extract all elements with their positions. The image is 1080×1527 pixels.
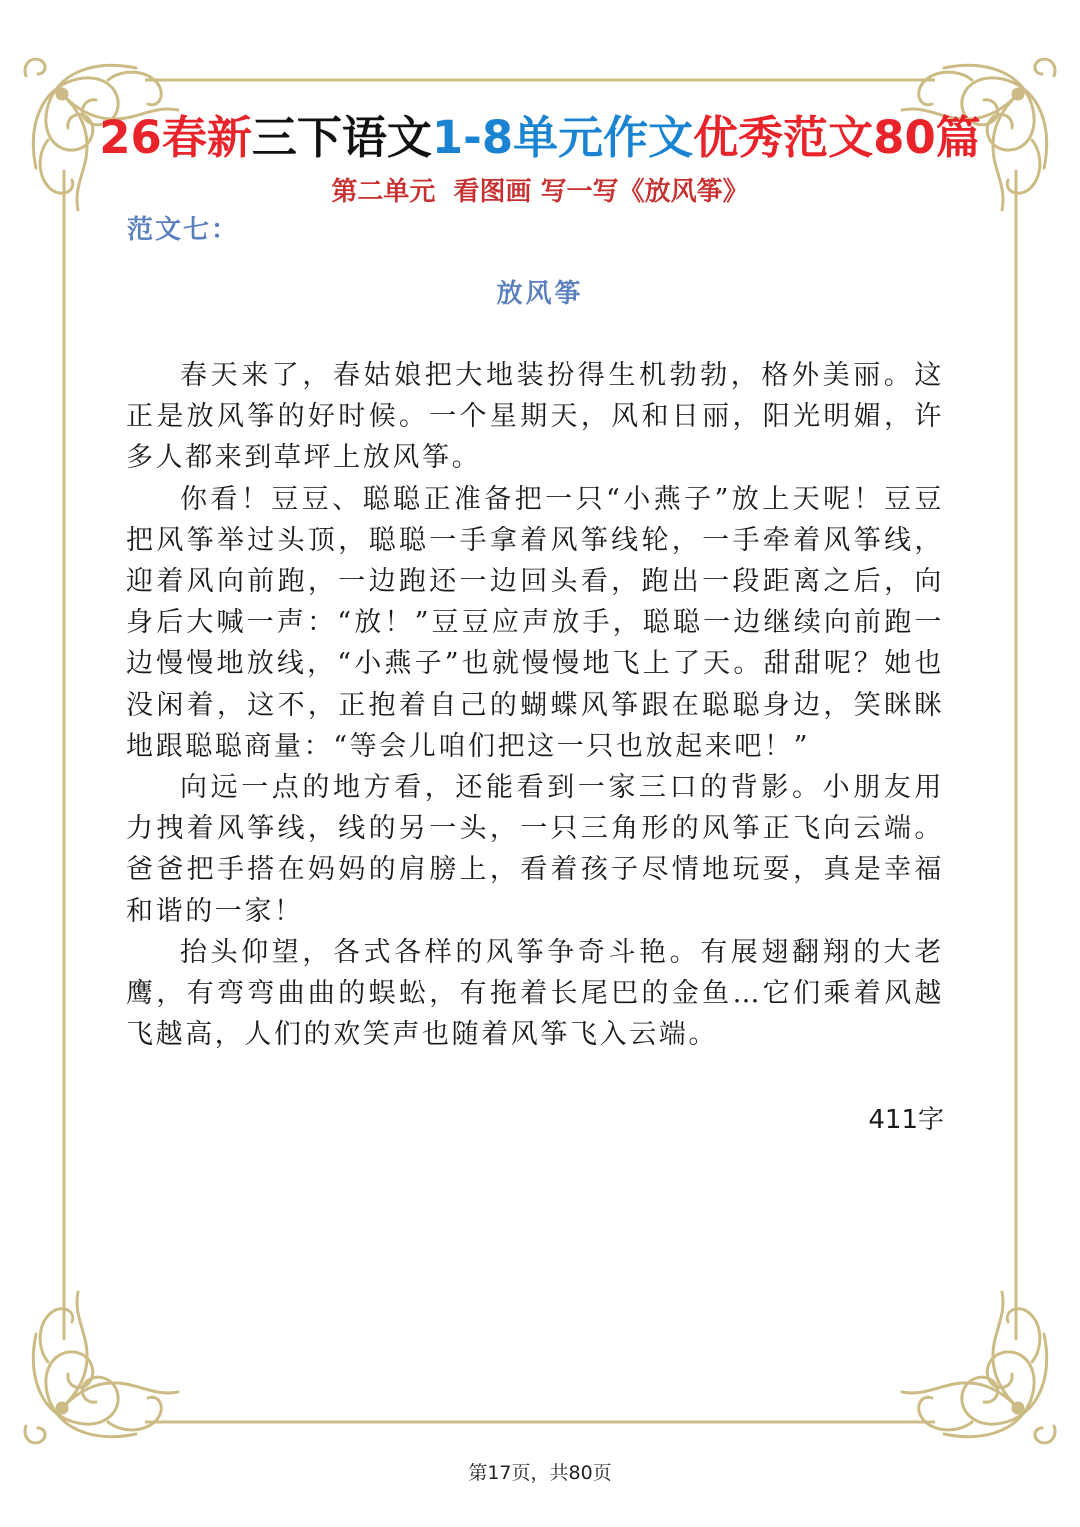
paragraph: 春天来了，春姑娘把大地装扮得生机勃勃，格外美丽。这正是放风筝的好时候。一个星期天，风和日丽，阳光明媚，许多人都来到草坪上放风筝。 bbox=[126, 360, 944, 474]
essay-title: 放风筝 bbox=[496, 279, 584, 309]
ornament-icon-bottom-left bbox=[25, 1292, 178, 1443]
unit-subtitle: 第二单元 看图画 写一写《放风筝》 bbox=[331, 177, 749, 207]
essay-body bbox=[126, 355, 944, 1055]
title-part-2: 三下语文 bbox=[251, 111, 432, 164]
page-number: 第17页，共80页 bbox=[468, 1462, 612, 1484]
title-part-1: 26春新 bbox=[99, 111, 252, 164]
word-count: 411字 bbox=[868, 1105, 944, 1135]
title-part-4: 优秀范文80篇 bbox=[693, 111, 981, 164]
paragraph: 抬头仰望，各式各样的风筝争奇斗艳。有展翅翻翔的大老鹰，有弯弯曲曲的蜈蚣，有拖着长尾巴的金鱼…它们乘着风越飞越高，人们的欢笑声也随着风筝飞入云端。 bbox=[126, 936, 944, 1051]
document-title bbox=[0, 108, 1080, 168]
essay-label: 范文七： bbox=[127, 215, 240, 245]
title-part-3: 1-8单元作文 bbox=[431, 111, 694, 164]
paragraph: 向远一点的地方看，还能看到一家三口的背影。小朋友用力拽着风筝线，线的另一头，一只三角形的风筝正飞向云端。爸爸把手搭在妈妈的肩膀上，看着孩子尽情地玩耍，真是幸福和谐的一家！ bbox=[126, 772, 944, 927]
ornament-icon-bottom-right bbox=[902, 1292, 1055, 1443]
paragraph: 你看！豆豆、聪聪正准备把一只“小燕子”放上天呢！豆豆把风筝举过头顶，聪聪一手拿着风筝线轮，一手牵着风筝线，迎着风向前跑，一边跑还一边回头看，跑出一段距离之后，向身后大喊一声：“放！”豆豆应声放手，聪聪一边继续向前跑一边慢慢地放线，“小燕子”也就慢慢地飞上了天。甜甜呢？她也没闲着，这不，正抱着自己的蝴蝶风筝跟在聪聪身边，笑眯眯地跟聪聪商量：“等会儿咱们把这一只也放起来吧！” bbox=[126, 483, 944, 762]
